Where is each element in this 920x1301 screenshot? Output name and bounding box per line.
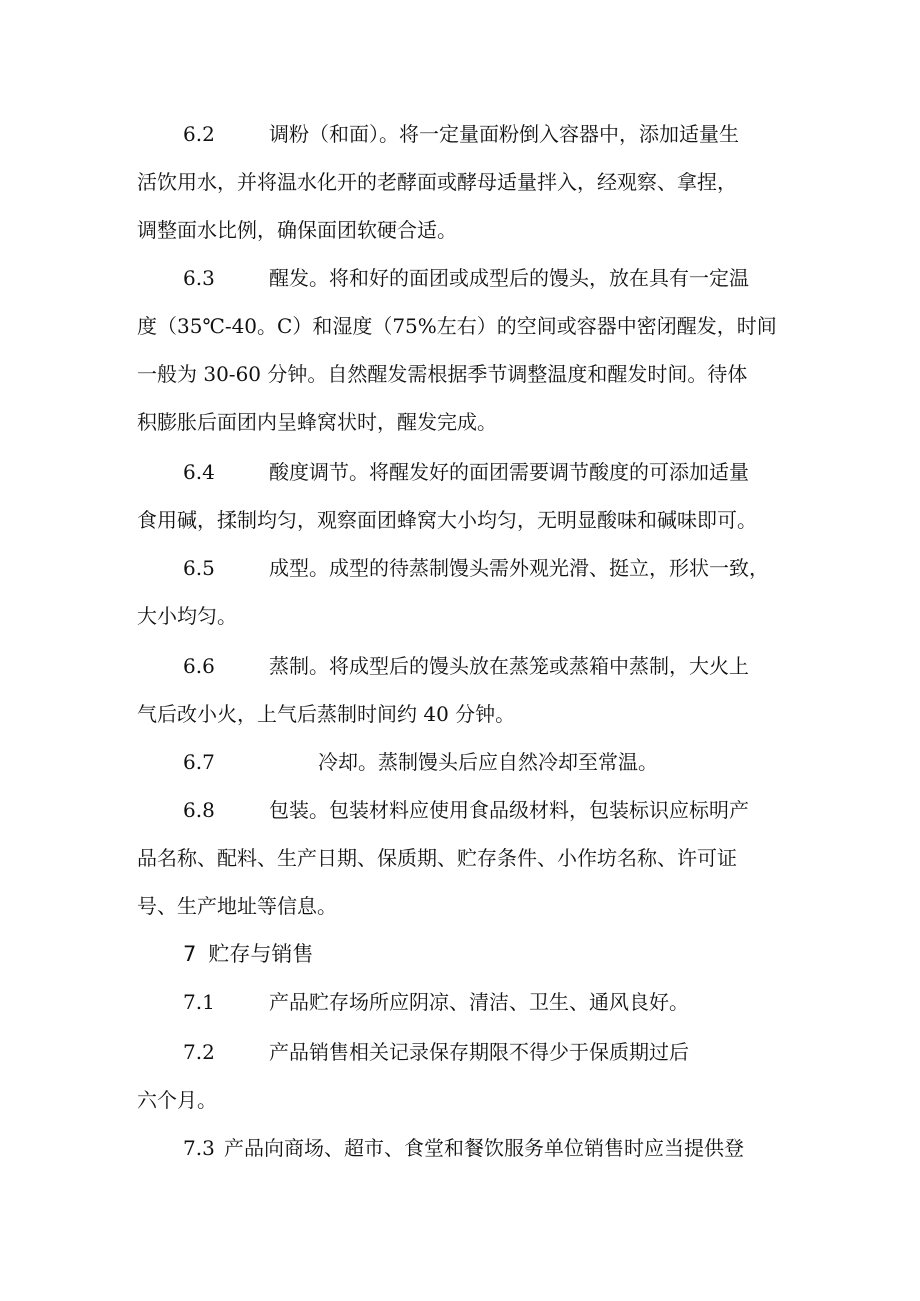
paragraph-6-6-line-1 <box>183 654 843 678</box>
section-number: 6.2 <box>183 122 215 146</box>
paragraph-text: 冷却。蒸制馒头后应自然冷却至常温。 <box>318 750 658 774</box>
section-number: 7.1 <box>183 990 215 1014</box>
section-number: 6.7 <box>183 750 215 774</box>
section-number: 7.3 <box>183 1136 215 1160</box>
paragraph-text: 酸度调节。将醒发好的面团需要调节酸度的可添加适量 <box>269 460 749 484</box>
paragraph-6-3-line-2: 度（35℃-40。C）和湿度（75%左右）的空间或容器中密闭醒发，时间 <box>137 314 777 338</box>
section-number: 6.4 <box>183 460 215 484</box>
paragraph-text: 包装。包装材料应使用食品级材料，包装标识应标明产 <box>269 798 749 822</box>
paragraph-text: 调粉（和面）。将一定量面粉倒入容器中，添加适量生 <box>269 122 739 146</box>
paragraph-6-8-line-3: 号、生产地址等信息。 <box>137 894 337 918</box>
section-number: 6.3 <box>183 266 215 290</box>
paragraph-text: 蒸制。将成型后的馒头放在蒸笼或蒸箱中蒸制，大火上 <box>269 654 749 678</box>
paragraph-6-3-line-1 <box>183 266 843 290</box>
paragraph-text: 产品贮存场所应阴凉、清洁、卫生、通风良好。 <box>269 990 689 1014</box>
paragraph-7-2-line-1 <box>183 1040 843 1064</box>
heading-title: 贮存与销售 <box>208 942 314 966</box>
paragraph-6-4-line-2: 食用碱，揉制均匀，观察面团蜂窝大小均匀，无明显酸味和碱味即可。 <box>137 508 757 532</box>
paragraph-text: 成型。成型的待蒸制馒头需外观光滑、挺立，形状一致， <box>269 556 769 580</box>
paragraph-6-7-line-1 <box>183 750 843 774</box>
paragraph-6-5-line-1 <box>183 556 843 580</box>
paragraph-7-3-line-1 <box>183 1136 843 1160</box>
paragraph-7-1-line-1 <box>183 990 843 1014</box>
paragraph-6-2-line-2: 活饮用水，并将温水化开的老酵面或酵母适量拌入，经观察、拿捏， <box>137 170 737 194</box>
paragraph-6-3-line-4: 积膨胀后面团内呈蜂窝状时，醒发完成。 <box>137 410 497 434</box>
section-number: 6.5 <box>183 556 215 580</box>
paragraph-6-3-line-3: 一般为 30-60 分钟。自然醒发需根据季节调整温度和醒发时间。待体 <box>137 362 748 386</box>
paragraph-6-4-line-1 <box>183 460 843 484</box>
section-number: 6.6 <box>183 654 215 678</box>
heading-number: 7 <box>183 942 197 966</box>
paragraph-6-2-line-1 <box>183 122 843 146</box>
paragraph-6-6-line-2: 气后改小火，上气后蒸制时间约 40 分钟。 <box>137 702 516 726</box>
section-number: 6.8 <box>183 798 215 822</box>
section-number: 7.2 <box>183 1040 215 1064</box>
section-heading-7 <box>183 942 843 966</box>
paragraph-text: 产品向商场、超市、食堂和餐饮服务单位销售时应当提供登 <box>224 1136 744 1160</box>
paragraph-6-2-line-3: 调整面水比例，确保面团软硬合适。 <box>137 218 457 242</box>
paragraph-7-2-line-2: 六个月。 <box>137 1088 217 1112</box>
paragraph-text: 产品销售相关记录保存期限不得少于保质期过后 <box>269 1040 689 1064</box>
paragraph-6-8-line-1 <box>183 798 843 822</box>
paragraph-6-5-line-2: 大小均匀。 <box>137 604 237 628</box>
paragraph-6-8-line-2: 品名称、配料、生产日期、保质期、贮存条件、小作坊名称、许可证 <box>137 846 737 870</box>
paragraph-text: 醒发。将和好的面团或成型后的馒头，放在具有一定温 <box>269 266 749 290</box>
